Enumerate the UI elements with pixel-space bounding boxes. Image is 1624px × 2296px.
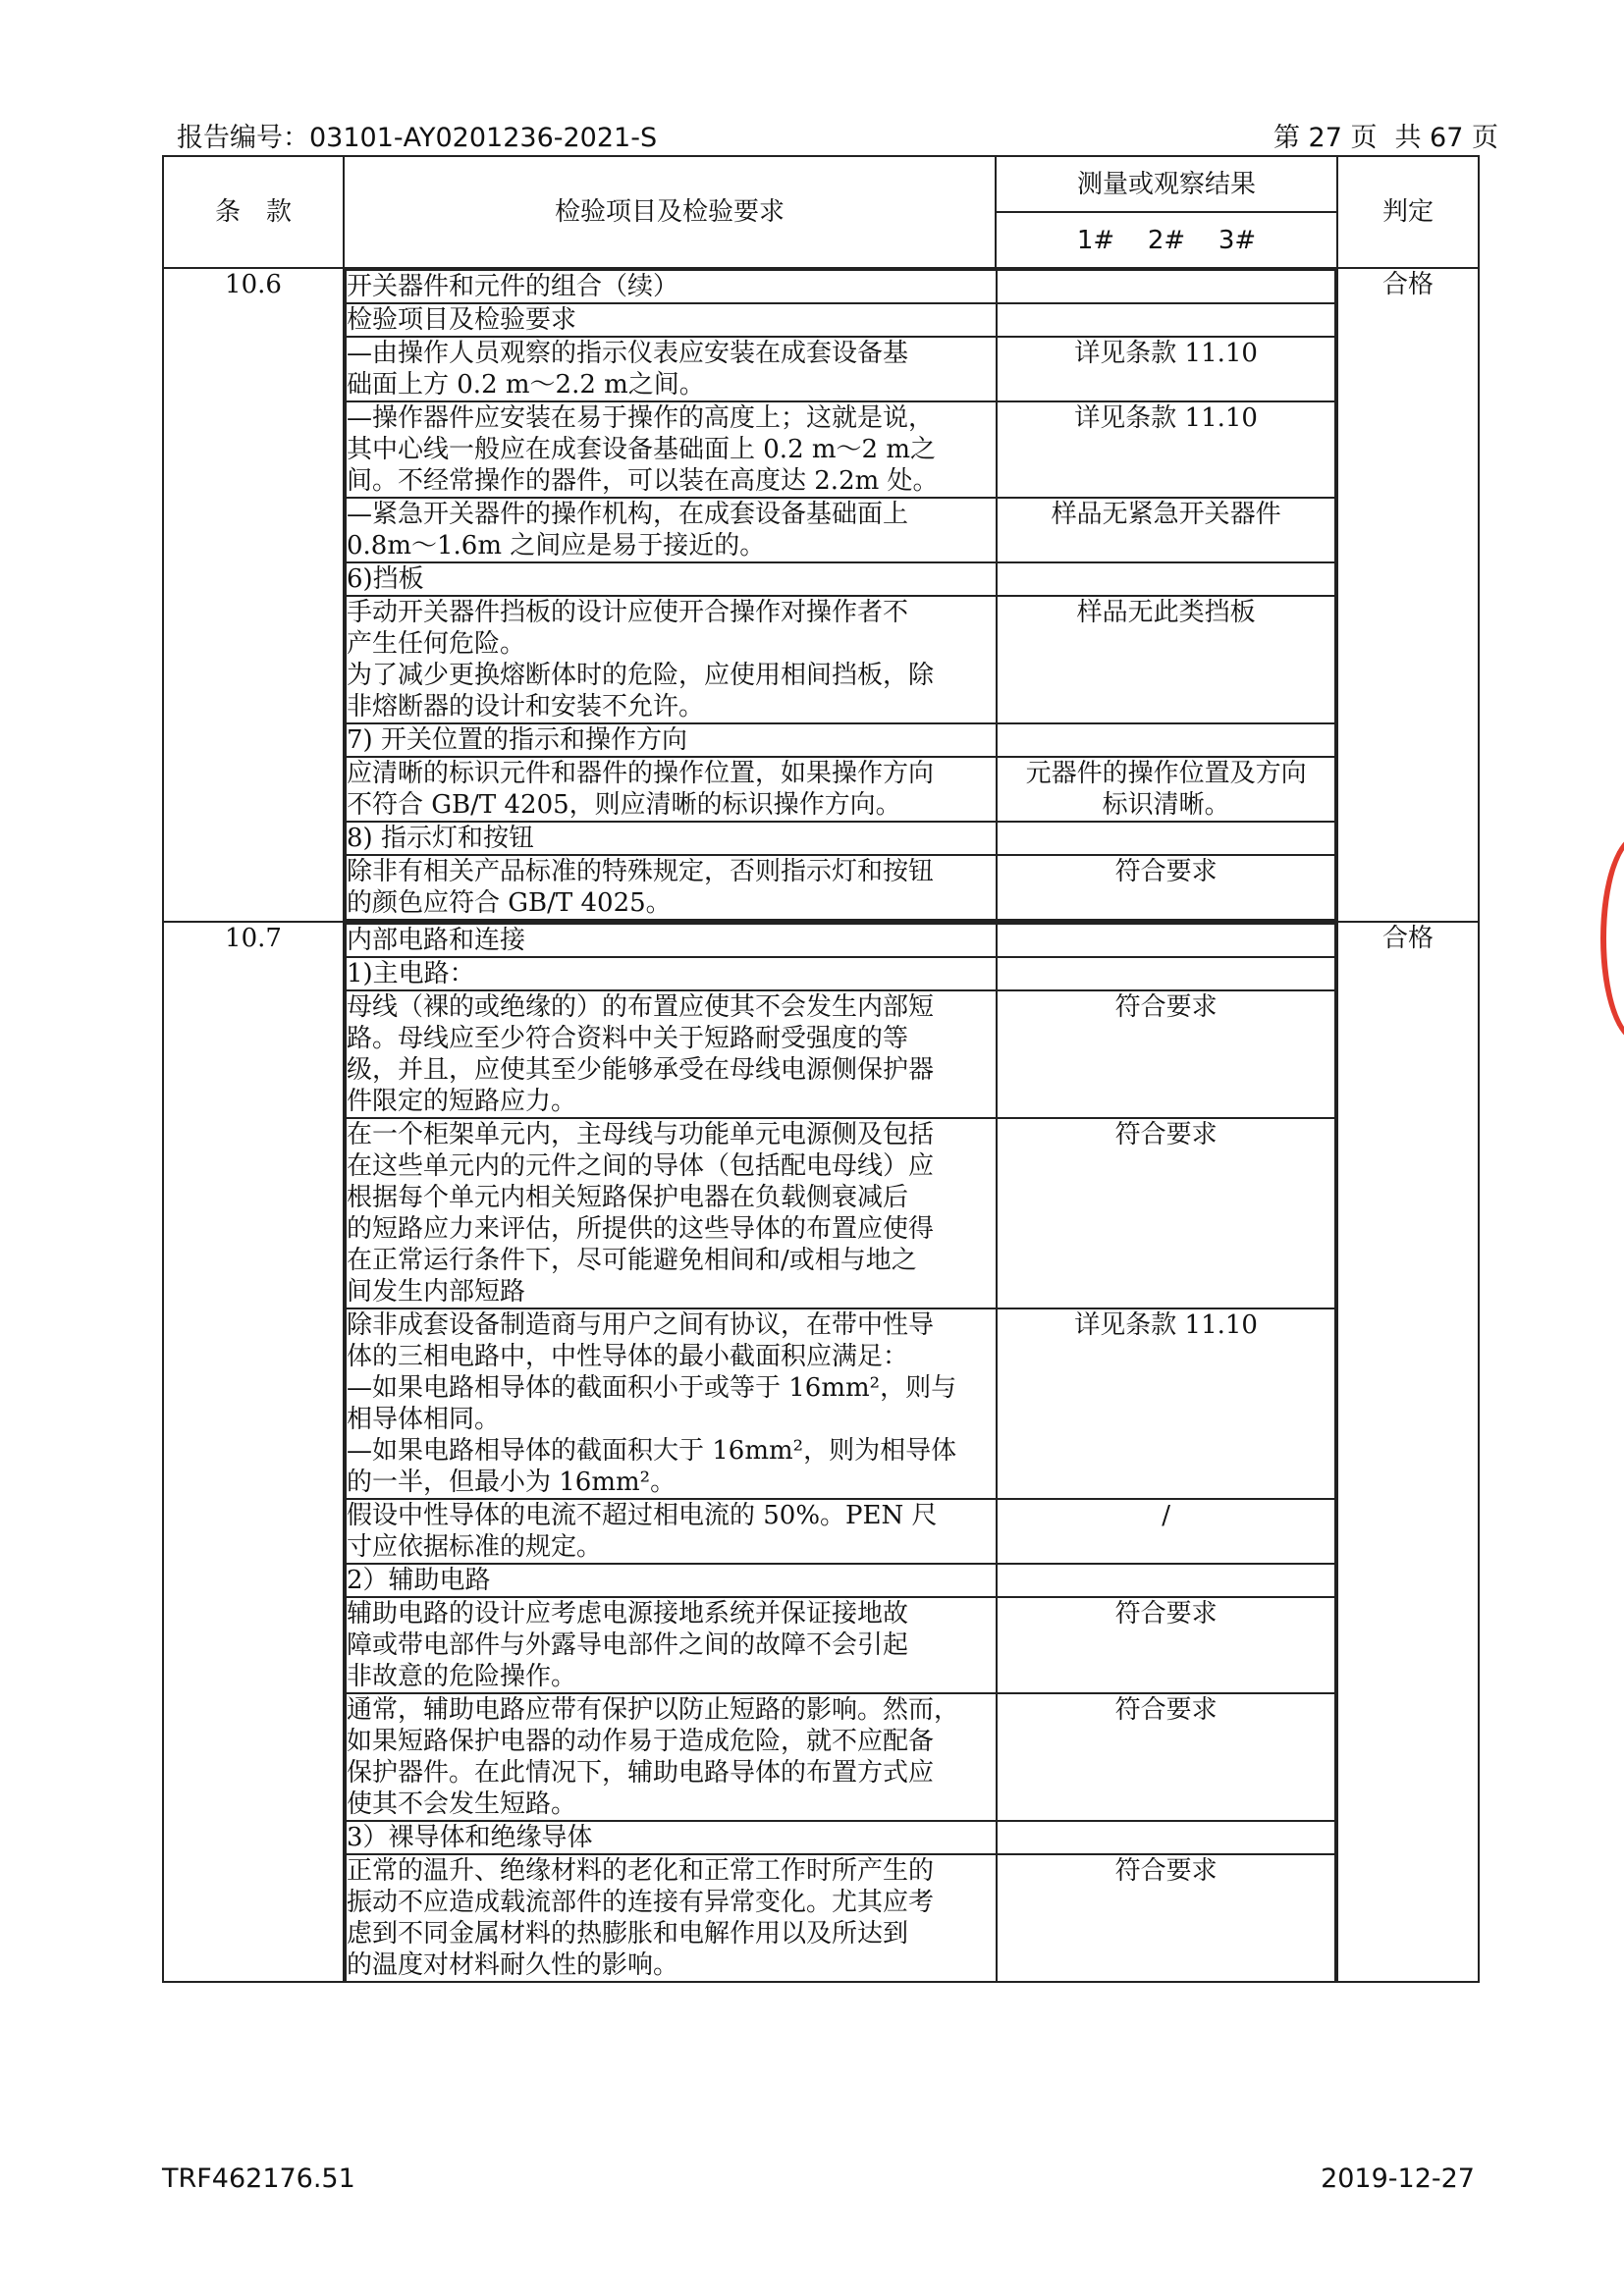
observation-result bbox=[997, 822, 1335, 855]
result-header: 测量或观察结果 bbox=[996, 156, 1337, 212]
requirement-line: 通常，辅助电路应带有保护以防止短路的影响。然而， bbox=[347, 1695, 960, 1725]
requirement-line: 障或带电部件与外露导电部件之间的故障不会引起 bbox=[347, 1630, 909, 1660]
requirement-row bbox=[346, 1597, 1335, 1693]
requirement-row bbox=[346, 920, 1335, 921]
requirement-text bbox=[346, 1597, 997, 1693]
sample-2: 2# bbox=[1147, 225, 1186, 255]
requirement-line: 振动不应造成载流部件的连接有异常变化。尤其应考 bbox=[347, 1888, 935, 1917]
requirement-row bbox=[346, 337, 1335, 401]
requirement-line: 母线（裸的或绝缘的）的布置应使其不会发生内部短 bbox=[347, 992, 935, 1022]
requirement-line: 础面上方 0.2 m～2.2 m之间。 bbox=[347, 370, 705, 400]
requirement-row bbox=[346, 596, 1335, 723]
observation-result: 详见条款 11.10 bbox=[997, 1308, 1335, 1499]
requirement-row bbox=[346, 1308, 1335, 1499]
requirement-text bbox=[346, 957, 997, 990]
observation-result: 符合要求 bbox=[997, 1854, 1335, 1981]
requirement-text bbox=[346, 1821, 997, 1854]
requirement-line: 在一个柜架单元内，主母线与功能单元电源侧及包括 bbox=[347, 1120, 935, 1149]
section-details bbox=[344, 268, 1337, 922]
requirement-text bbox=[346, 723, 997, 757]
requirement-text bbox=[346, 1693, 997, 1821]
requirement-row bbox=[346, 562, 1335, 596]
observation-result: 符合要求 bbox=[997, 1597, 1335, 1693]
requirement-line: 根据每个单元内相关短路保护电器在负载侧衰减后 bbox=[347, 1183, 909, 1212]
requirement-row bbox=[346, 401, 1335, 498]
page-indicator bbox=[1273, 116, 1498, 154]
requirement-line: 如果短路保护电器的动作易于造成危险，就不应配备 bbox=[347, 1727, 935, 1756]
requirement-text bbox=[346, 498, 997, 562]
observation-result: 符合要求 bbox=[997, 990, 1335, 1118]
requirement-row bbox=[346, 822, 1335, 855]
requirement-line: —如果电路相导体的截面积小于或等于 16mm²，则与 bbox=[347, 1373, 957, 1403]
observation-result bbox=[997, 723, 1335, 757]
requirement-row bbox=[346, 1499, 1335, 1564]
observation-result bbox=[997, 1564, 1335, 1597]
requirement-line: 的短路应力来评估，所提供的这些导体的布置应使得 bbox=[347, 1214, 935, 1244]
requirement-row bbox=[346, 1854, 1335, 1981]
requirement-row bbox=[346, 990, 1335, 1118]
observation-result: 符合要求 bbox=[997, 1118, 1335, 1308]
red-seal-stamp bbox=[1600, 834, 1624, 1042]
clause-header: 条 款 bbox=[163, 156, 344, 268]
requirement-row bbox=[346, 1118, 1335, 1308]
requirement-text bbox=[346, 1499, 997, 1564]
observation-result bbox=[997, 303, 1335, 337]
requirement-row bbox=[346, 855, 1335, 920]
form-number: TRF462176.51 bbox=[162, 2163, 355, 2194]
section-details bbox=[344, 922, 1337, 1982]
requirement-line: 不符合 GB/T 4205，则应清晰的标识操作方向。 bbox=[347, 790, 901, 820]
requirement-row bbox=[346, 303, 1335, 337]
requirement-row bbox=[346, 1693, 1335, 1821]
requirement-line: 使其不会发生短路。 bbox=[347, 1789, 577, 1819]
requirement-line: 非故意的危险操作。 bbox=[347, 1662, 577, 1691]
section-row bbox=[163, 922, 1479, 1982]
requirement-line: 的温度对材料耐久性的影响。 bbox=[347, 1950, 679, 1980]
requirement-row bbox=[346, 270, 1335, 303]
requirement-line: 1)主电路： bbox=[347, 959, 475, 988]
requirement-text bbox=[346, 270, 997, 303]
requirement-line: —如果电路相导体的截面积大于 16mm²，则为相导体 bbox=[347, 1436, 957, 1466]
observation-result: 符合要求 bbox=[997, 1693, 1335, 1821]
requirement-line: 的颜色应符合 GB/T 4025。 bbox=[347, 888, 672, 918]
observation-result: 符合要求 bbox=[997, 855, 1335, 920]
report-number: 报告编号：03101-AY0201236-2021-S bbox=[177, 123, 658, 153]
requirement-line: 3）裸导体和绝缘导体 bbox=[347, 1823, 593, 1852]
requirement-line: 在正常运行条件下，尽可能避免相间和/或相与地之 bbox=[347, 1246, 917, 1275]
verdict-value: 合格 bbox=[1337, 922, 1479, 1982]
sample-3: 3# bbox=[1218, 225, 1257, 255]
requirement-line: 开关器件和元件的组合（续） bbox=[347, 272, 679, 301]
observation-result bbox=[997, 270, 1335, 303]
requirement-text bbox=[346, 596, 997, 723]
requirement-line: 为了减少更换熔断体时的危险，应使用相间挡板，除 bbox=[347, 661, 935, 690]
requirement-list bbox=[345, 269, 1336, 921]
requirement-text bbox=[346, 1564, 997, 1597]
observation-result bbox=[997, 957, 1335, 990]
requirement-line: 假设中性导体的电流不超过相电流的 50%。PEN 尺 bbox=[347, 1501, 938, 1530]
requirement-text bbox=[346, 562, 997, 596]
requirement-line: 路。母线应至少符合资料中关于短路耐受强度的等 bbox=[347, 1024, 909, 1053]
requirement-line: 除非有相关产品标准的特殊规定，否则指示灯和按钮 bbox=[347, 857, 935, 886]
requirement-line: 内部电路和连接 bbox=[347, 926, 526, 955]
requirement-line: 手动开关器件挡板的设计应使开合操作对操作者不 bbox=[347, 598, 909, 627]
observation-result: / bbox=[997, 1499, 1335, 1564]
requirement-line: —由操作人员观察的指示仪表应安装在成套设备基 bbox=[347, 339, 909, 368]
requirement-line: 2）辅助电路 bbox=[347, 1566, 491, 1595]
requirement-line: 非熔断器的设计和安装不允许。 bbox=[347, 692, 705, 721]
requirement-line: 除非成套设备制造商与用户之间有协议，在带中性导 bbox=[347, 1310, 935, 1340]
observation-result: 样品无此类挡板 bbox=[997, 596, 1335, 723]
observation-result bbox=[997, 920, 1335, 921]
requirement-list bbox=[345, 923, 1336, 1981]
observation-result: 详见条款 11.10 bbox=[997, 337, 1335, 401]
observation-result bbox=[997, 924, 1335, 957]
requirement-text bbox=[346, 855, 997, 920]
requirement-line: 虑到不同金属材料的热膨胀和电解作用以及所达到 bbox=[347, 1919, 909, 1949]
item-header: 检验项目及检验要求 bbox=[344, 156, 996, 268]
verdict-header: 判定 bbox=[1337, 156, 1479, 268]
form-date: 2019-12-27 bbox=[1321, 2163, 1475, 2194]
observation-result: 详见条款 11.10 bbox=[997, 401, 1335, 498]
requirement-line: 相导体相同。 bbox=[347, 1405, 501, 1434]
requirement-row bbox=[346, 498, 1335, 562]
sample-1: 1# bbox=[1076, 225, 1115, 255]
requirement-line: 6)挡板 bbox=[347, 564, 424, 594]
requirement-line: 级，并且，应使其至少能够承受在母线电源侧保护器 bbox=[347, 1055, 935, 1085]
requirement-line: 其中心线一般应在成套设备基础面上 0.2 m～2 m之 bbox=[347, 435, 936, 464]
requirement-line: 保护器件。在此情况下，辅助电路导体的布置方式应 bbox=[347, 1758, 935, 1788]
requirement-line: 8) 指示灯和按钮 bbox=[347, 824, 534, 853]
requirement-line: —紧急开关器件的操作机构，在成套设备基础面上 bbox=[347, 500, 909, 529]
requirement-line: 7) 开关位置的指示和操作方向 bbox=[347, 725, 687, 755]
requirement-row bbox=[346, 924, 1335, 957]
requirement-text bbox=[346, 1118, 997, 1308]
requirement-text bbox=[346, 1854, 997, 1981]
observation-result bbox=[997, 562, 1335, 596]
requirement-line: 0.8m～1.6m 之间应是易于接近的。 bbox=[347, 531, 766, 561]
observation-result: 元器件的操作位置及方向 标识清晰。 bbox=[997, 757, 1335, 822]
page-current: 第 27 页 bbox=[1272, 123, 1378, 153]
requirement-text bbox=[346, 990, 997, 1118]
requirement-line: 寸应依据标准的规定。 bbox=[347, 1532, 603, 1562]
requirement-row bbox=[346, 723, 1335, 757]
requirement-row bbox=[346, 757, 1335, 822]
inspection-table bbox=[162, 155, 1480, 1983]
requirement-line: 间发生内部短路 bbox=[347, 1277, 526, 1307]
requirement-row bbox=[346, 1564, 1335, 1597]
requirement-text bbox=[346, 924, 997, 957]
requirement-text bbox=[346, 303, 997, 337]
observation-result: 样品无紧急开关器件 bbox=[997, 498, 1335, 562]
requirement-row bbox=[346, 957, 1335, 990]
verdict-value: 合格 bbox=[1337, 268, 1479, 922]
requirement-line: 正常的温升、绝缘材料的老化和正常工作时所产生的 bbox=[347, 1856, 935, 1886]
requirement-text bbox=[346, 757, 997, 822]
requirement-line: 件限定的短路应力。 bbox=[347, 1087, 577, 1116]
sample-numbers bbox=[996, 212, 1337, 268]
requirement-text bbox=[346, 401, 997, 498]
requirement-text bbox=[346, 920, 997, 921]
requirement-line: 产生任何危险。 bbox=[347, 629, 526, 659]
requirement-line: 辅助电路的设计应考虑电源接地系统并保证接地故 bbox=[347, 1599, 909, 1629]
requirement-line: 在这些单元内的元件之间的导体（包括配电母线）应 bbox=[347, 1151, 935, 1181]
requirement-line: 应清晰的标识元件和器件的操作位置，如果操作方向 bbox=[347, 759, 935, 788]
requirement-line: 检验项目及检验要求 bbox=[347, 305, 577, 335]
observation-result bbox=[997, 1821, 1335, 1854]
requirement-line: 体的三相电路中，中性导体的最小截面积应满足： bbox=[347, 1342, 909, 1371]
section-row bbox=[163, 268, 1479, 922]
requirement-text bbox=[346, 822, 997, 855]
requirement-line: 间。不经常操作的器件，可以装在高度达 2.2m 处。 bbox=[347, 466, 939, 496]
requirement-line: —操作器件应安装在易于操作的高度上；这就是说， bbox=[347, 403, 935, 433]
requirement-text bbox=[346, 337, 997, 401]
requirement-text bbox=[346, 1308, 997, 1499]
requirement-line: 的一半，但最小为 16mm²。 bbox=[347, 1468, 677, 1497]
page-total: 共 67 页 bbox=[1394, 123, 1498, 153]
clause-number: 10.6 bbox=[163, 268, 344, 922]
requirement-row bbox=[346, 1821, 1335, 1854]
clause-number: 10.7 bbox=[163, 922, 344, 1982]
